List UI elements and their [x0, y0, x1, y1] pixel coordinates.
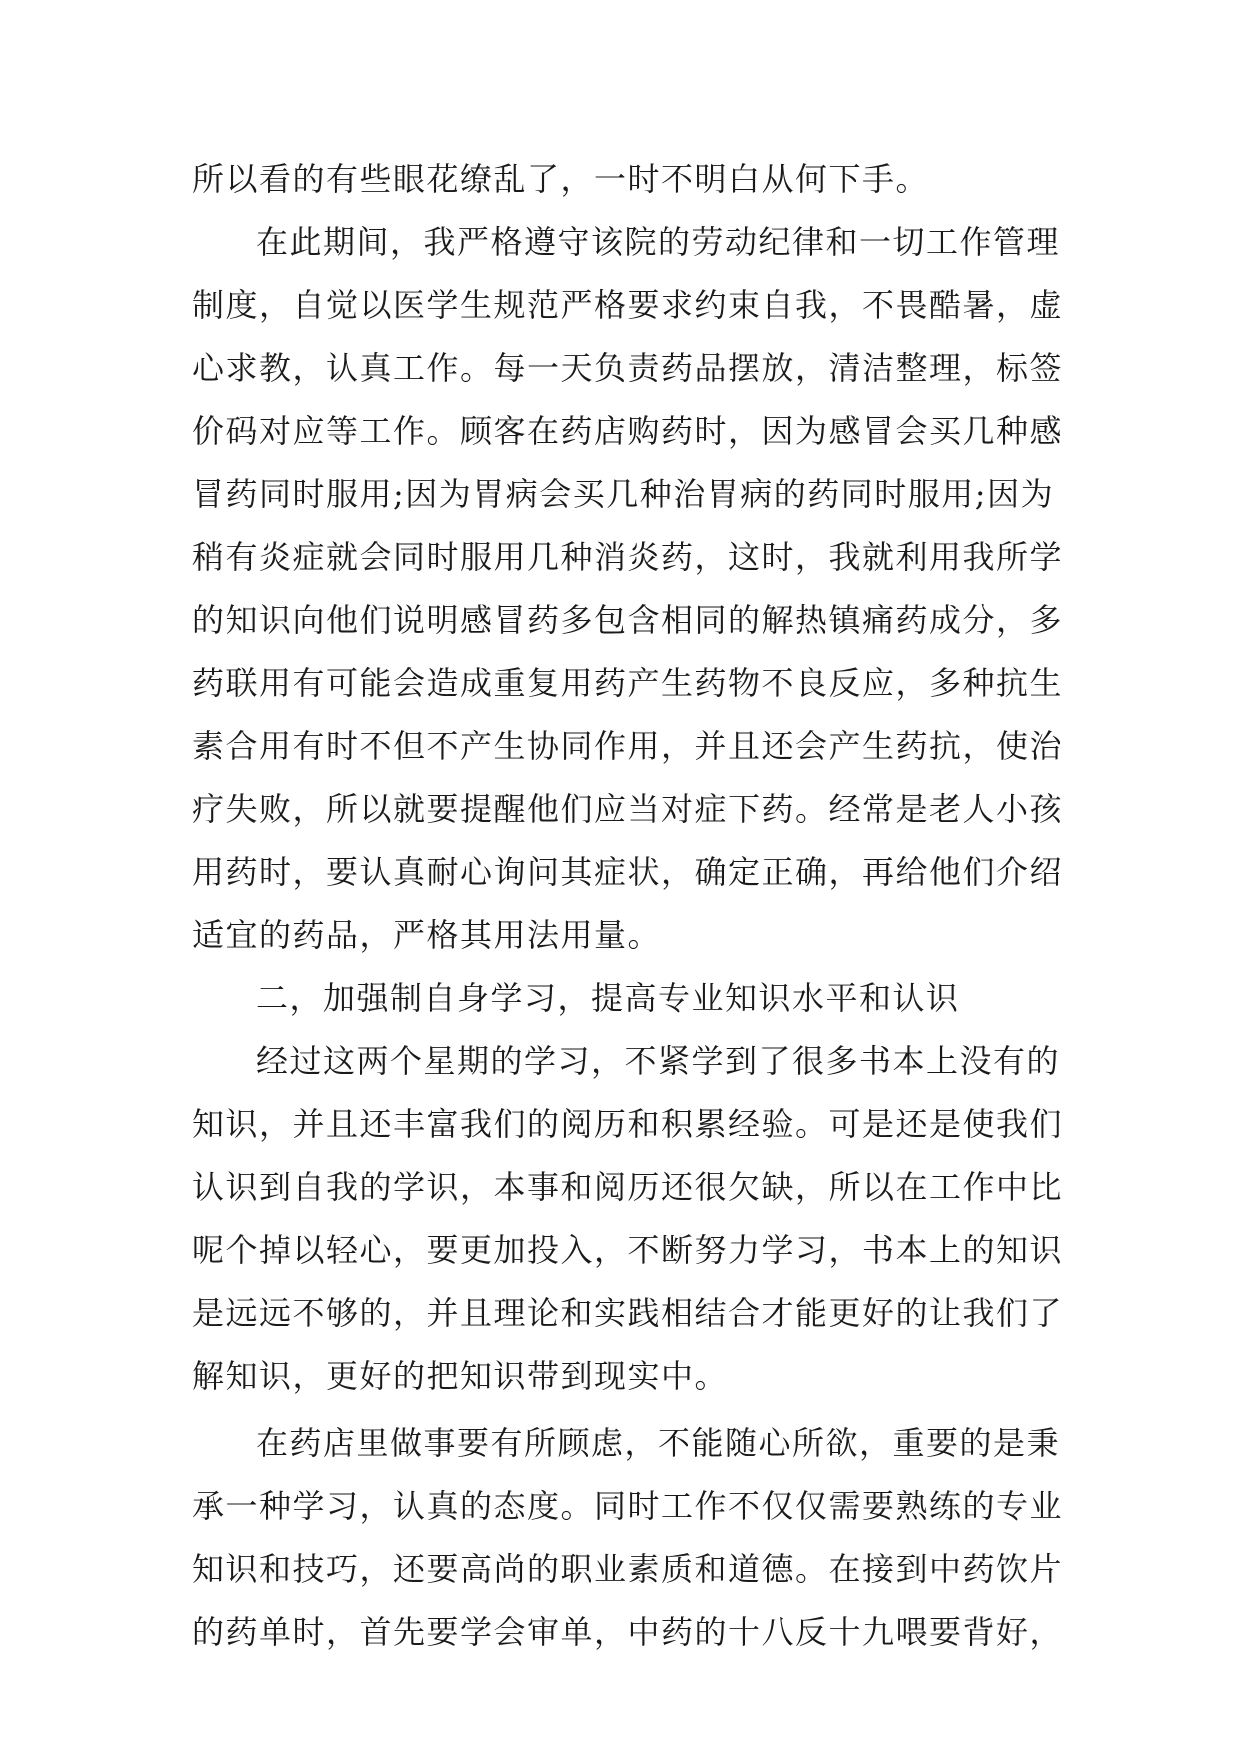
- text-line: 是远远不够的，并且理论和实践相结合才能更好的让我们了: [192, 1294, 1064, 1332]
- text-line: 适宜的药品，严格其用法用量。: [192, 916, 662, 954]
- text-line: 素合用有时不但不产生协同作用，并且还会产生药抗，使治: [192, 727, 1064, 765]
- text-line: 用药时，要认真耐心询问其症状，确定正确，再给他们介绍: [192, 853, 1064, 891]
- body-text: [192, 148, 1064, 1664]
- paragraph-start-line: 在此期间，我严格遵守该院的劳动纪律和一切工作管理: [256, 223, 1061, 261]
- text-line: 所以看的有些眼花缭乱了，一时不明白从何下手。: [192, 160, 930, 198]
- text-line: 知识，并且还丰富我们的阅历和积累经验。可是还是使我们: [192, 1105, 1064, 1143]
- text-line: 认识到自我的学识，本事和阅历还很欠缺，所以在工作中比: [192, 1168, 1064, 1206]
- text-line: 解知识，更好的把知识带到现实中。: [192, 1357, 729, 1395]
- text-line: 心求教，认真工作。每一天负责药品摆放，清洁整理，标签: [192, 349, 1064, 387]
- text-line: 疗失败，所以就要提醒他们应当对症下药。经常是老人小孩: [192, 790, 1064, 828]
- section-heading: 二，加强制自身学习，提高专业知识水平和认识: [256, 979, 960, 1017]
- text-line: 知识和技巧，还要高尚的职业素质和道德。在接到中药饮片: [192, 1550, 1064, 1588]
- text-line: 稍有炎症就会同时服用几种消炎药，这时，我就利用我所学: [192, 538, 1064, 576]
- text-line: 承一种学习，认真的态度。同时工作不仅仅需要熟练的专业: [192, 1487, 1064, 1525]
- text-line: 制度，自觉以医学生规范严格要求约束自我，不畏酷暑，虚: [192, 286, 1064, 324]
- text-line: 价码对应等工作。顾客在药店购药时，因为感冒会买几种感: [192, 412, 1064, 450]
- text-line: 呢个掉以轻心，要更加投入，不断努力学习，书本上的知识: [192, 1231, 1064, 1269]
- text-line: 药联用有可能会造成重复用药产生药物不良反应，多种抗生: [192, 664, 1064, 702]
- text-line: 的知识向他们说明感冒药多包含相同的解热镇痛药成分，多: [192, 601, 1064, 639]
- paragraph-start-line: 经过这两个星期的学习，不紧学到了很多书本上没有的: [256, 1042, 1061, 1080]
- text-line: 的药单时，首先要学会审单，中药的十八反十九喂要背好，: [192, 1613, 1064, 1651]
- paragraph-start-line: 在药店里做事要有所顾虑，不能随心所欲，重要的是秉: [256, 1424, 1061, 1462]
- text-line: 冒药同时服用;因为胃病会买几种治胃病的药同时服用;因为: [192, 475, 1055, 513]
